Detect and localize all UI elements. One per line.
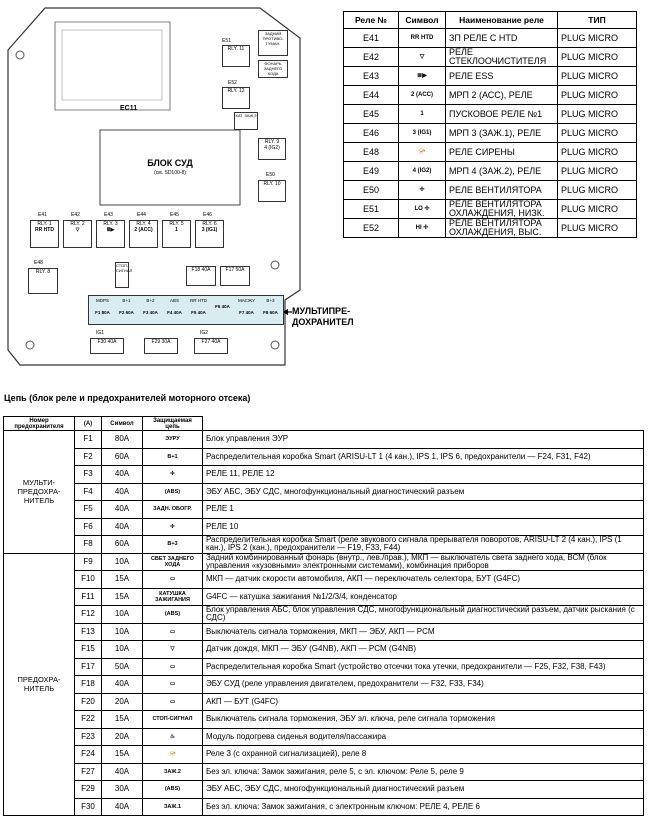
fuse-table-row xyxy=(4,798,644,816)
fuse-table-row xyxy=(4,763,644,781)
fuse-symbol: ▽ xyxy=(143,641,203,659)
relay-id: E52 xyxy=(344,219,399,238)
fuse-amp: 15A xyxy=(102,711,143,729)
fuse-table-header xyxy=(4,417,644,431)
fuse-table-row xyxy=(4,676,644,694)
relay-type: PLUG MICRO xyxy=(558,143,637,162)
fuse-circuit: МКП — датчик скорости автомобиля, АКП — переключатель селектора, БУТ (G4FC) xyxy=(202,571,643,589)
fuse-amp: 10A xyxy=(102,606,143,624)
fuse-table-row xyxy=(4,658,644,676)
relay-symbol: 3 (IG1) xyxy=(399,124,446,143)
relay-col-type: ТИП xyxy=(558,12,637,29)
fuse-col-symbol: Символ xyxy=(102,417,143,431)
relay-table-row xyxy=(344,143,637,162)
relay-e49: RLY. 9 4 (IG2) xyxy=(258,138,286,160)
fuse-table-row xyxy=(4,466,644,484)
fuse-circuit: РЕЛЕ 1 xyxy=(202,501,643,519)
relay-name: РЕЛЕ ВЕНТИЛЯТОРА xyxy=(446,181,558,200)
fuse-amp: 60A xyxy=(102,536,143,554)
fuse-amp: 20A xyxy=(102,693,143,711)
fuse-circuit: G4FC — катушка зажигания №1/2/3/4, конденсатор xyxy=(202,588,643,606)
fuse-symbol: B+1 xyxy=(143,448,203,466)
ec11-label: EC11 xyxy=(120,105,138,112)
fuse-amp: 15A xyxy=(102,588,143,606)
relay-row-box: RLY. 4 2 (ACC) xyxy=(129,220,158,248)
fuse-circuit: РЕЛЕ 11, РЕЛЕ 12 xyxy=(202,466,643,484)
relay-symbol: ≣▶ xyxy=(399,67,446,86)
fuse-id: F12 xyxy=(75,606,102,624)
fuse-amp: 50A xyxy=(102,658,143,676)
fuse-table-row xyxy=(4,431,644,449)
fuse-table-title: Цепь (блок реле и предохранителей моторного отсека) xyxy=(4,393,251,403)
relay-type: PLUG MICRO xyxy=(558,48,637,67)
fuse-table-row xyxy=(4,448,644,466)
fuse-circuit: Выключатель сигнала торможения, ЭБУ эл. ключа, реле сигнала торможения xyxy=(202,711,643,729)
relay-id: E44 xyxy=(344,86,399,105)
fuse-id: F22 xyxy=(75,711,102,729)
ecu-block-sub: (см. SD100-8) xyxy=(154,170,186,176)
fuse-circuit: Без эл. ключа: Замок зажигания, реле 5, с эл. ключом: Реле 5, реле 9 xyxy=(202,763,643,781)
fuse-table-row xyxy=(4,641,644,659)
fuse-table-row xyxy=(4,553,644,571)
fuse-id: F29 xyxy=(75,781,102,799)
multi-fuse: B+3 F8 60A xyxy=(263,298,278,315)
relay-col-number: Реле № xyxy=(344,12,399,29)
relay-table-row xyxy=(344,86,637,105)
relay-row-box: RLY. 1 RR HTD xyxy=(30,220,59,248)
relay-table-row xyxy=(344,162,637,181)
relay-type: PLUG MICRO xyxy=(558,105,637,124)
fuse-id: F30 xyxy=(75,798,102,816)
relay-id: E45 xyxy=(344,105,399,124)
fuse-amp: 10A xyxy=(102,641,143,659)
relay-e52: RLY. 12 xyxy=(222,87,250,109)
fuse-id: F8 xyxy=(75,536,102,554)
relay-id: E50 xyxy=(344,181,399,200)
relay-id: E49 xyxy=(344,162,399,181)
ig2-label: IG2 xyxy=(200,330,209,336)
fuse-table-row xyxy=(4,746,644,764)
fuse-f27: F27 40A xyxy=(194,338,228,354)
relay-symbol: 1 xyxy=(399,105,446,124)
relay-table-row xyxy=(344,48,637,67)
relay-type: PLUG MICRO xyxy=(558,67,637,86)
fuse-f30: F30 40A xyxy=(90,338,124,354)
fuse-symbol: СТОП-СИГНАЛ xyxy=(143,711,203,729)
relay-name: РЕЛЕ ВЕНТИЛЯТОРА ОХЛАЖДЕНИЯ, НИЗК. xyxy=(446,200,558,219)
fuse-symbol: ▭ xyxy=(143,623,203,641)
fuse-id: F11 xyxy=(75,588,102,606)
e52-label: E52 xyxy=(228,80,237,86)
fuse-f18: F18 40A xyxy=(186,266,216,286)
fuse-table-row xyxy=(4,536,644,554)
relay-table-row xyxy=(344,219,637,238)
fuse-table-row xyxy=(4,571,644,589)
fuse-circuit: ЭБУ СУД (реле управления двигателем, предохранители — F32, F33, F34) xyxy=(202,676,643,694)
fuse-table xyxy=(3,416,644,816)
fuse-circuit: РЕЛЕ 10 xyxy=(202,518,643,536)
relay-name: ЗП РЕЛЕ С HTD xyxy=(446,29,558,48)
relay-type: PLUG MICRO xyxy=(558,29,637,48)
fuse-id: F6 xyxy=(75,518,102,536)
fuse-box-diagram xyxy=(0,0,340,370)
relay-row-box: RLY. 2 ▽ xyxy=(63,220,92,248)
fuse-col-number: Номер предохранителя xyxy=(4,417,75,431)
relay-row-label: E42 xyxy=(71,212,80,218)
fuse-id: F15 xyxy=(75,641,102,659)
relay-name: РЕЛЕ СИРЕНЫ xyxy=(446,143,558,162)
fuse-symbol: ▭ xyxy=(143,676,203,694)
relay-symbol: HI ✢ xyxy=(399,219,446,238)
fuse-symbol: КАТУШКА ЗАЖИГАНИЯ xyxy=(143,588,203,606)
fuse-symbol: ▭ xyxy=(143,658,203,676)
relay-row-label: E44 xyxy=(137,212,146,218)
relay-id: E48 xyxy=(344,143,399,162)
relay-symbol: LO ✢ xyxy=(399,200,446,219)
fuse-circuit: Датчик дождя, МКП — ЭБУ (G4NB), АКП — PCM (G4NB) xyxy=(202,641,643,659)
relay-type: PLUG MICRO xyxy=(558,200,637,219)
fuse-circuit: Распределительная коробка Smart (реле звукового сигнала прерывателя поворотов, ARISU-LT 2 (4 кан.), IPS (1 кан.), IPS 2 (кан.), предохранители — F19, F33, F44) xyxy=(202,536,643,554)
fuse-circuit: Распределительная коробка Smart (ARISU-LT 1 (4 кан.), IPS 1, IPS 6, предохранители — F24, F31, F42) xyxy=(202,448,643,466)
relay-col-symbol: Символ xyxy=(399,12,446,29)
relay-row-box: RLY. 5 1 xyxy=(162,220,191,248)
fuse-table-row xyxy=(4,781,644,799)
key-fuse: КАТ. ЗАЖ.3 xyxy=(234,112,258,130)
fuse-group-label: МУЛЬТИ- ПРЕДОХРА- НИТЕЛЬ xyxy=(4,431,75,554)
fuse-table-row xyxy=(4,483,644,501)
fuse-amp: 80A xyxy=(102,431,143,449)
fuse-amp: 40A xyxy=(102,676,143,694)
relay-name: МРП 4 (ЗАЖ.2), РЕЛЕ xyxy=(446,162,558,181)
relay-table-row xyxy=(344,105,637,124)
fuse-symbol: ЗАЖ.1 xyxy=(143,798,203,816)
fuse-amp: 40A xyxy=(102,763,143,781)
fuse-amp: 15A xyxy=(102,571,143,589)
fuse-circuit: Задний комбинированный фонарь (внутр., лев./прав.), МКП — выключатель света заднего хода, ВСМ (блок управления «кузовными» электронными системами), комбинация приборов xyxy=(202,553,643,571)
multi-fuse-block xyxy=(88,295,284,325)
fuse-id: F23 xyxy=(75,728,102,746)
fuse-id: F3 xyxy=(75,466,102,484)
fuse-table-row xyxy=(4,518,644,536)
relay-row-label: E41 xyxy=(38,212,47,218)
fuse-id: F17 xyxy=(75,658,102,676)
relay-symbol: 📯 xyxy=(399,143,446,162)
e51-label: E51 xyxy=(222,38,231,44)
relay-type: PLUG MICRO xyxy=(558,162,637,181)
e48-label: E48 xyxy=(34,260,43,266)
fuse-col-amp: (A) xyxy=(75,417,102,431)
multi-fuse: MDPS F1 80A xyxy=(95,298,110,315)
fuse-id: F4 xyxy=(75,483,102,501)
fuse-id: F18 xyxy=(75,676,102,694)
fuse-id: F5 xyxy=(75,501,102,519)
e50-label: E50 xyxy=(266,172,275,178)
relay-e50: RLY. 10 xyxy=(258,180,286,202)
fuse-id: F27 xyxy=(75,763,102,781)
relay-symbol: ▽ xyxy=(399,48,446,67)
relay-row-label: E45 xyxy=(170,212,179,218)
multi-fuse: МАСЖУ F7 40A xyxy=(237,298,255,315)
fuse-amp: 40A xyxy=(102,501,143,519)
fuse-id: F13 xyxy=(75,623,102,641)
fuse-circuit: Блок управления ЭУР xyxy=(202,431,643,449)
fuse-table-row xyxy=(4,693,644,711)
relay-e48: RLY. 8 xyxy=(28,268,58,294)
relay-name: МРП 2 (АСС), РЕЛЕ xyxy=(446,86,558,105)
fuse-symbol: ▭ xyxy=(143,693,203,711)
ig1-label: IG1 xyxy=(96,330,105,336)
relay-type: PLUG MICRO xyxy=(558,124,637,143)
fuse-id: F24 xyxy=(75,746,102,764)
fuse-symbol: ♨ xyxy=(143,728,203,746)
fuse-symbol: 📯 xyxy=(143,746,203,764)
relay-col-name: Наименование реле xyxy=(446,12,558,29)
fog-fuse: ФОНАРЬ ЗАДНЕГО ХОДА xyxy=(258,60,288,78)
relay-table-row xyxy=(344,181,637,200)
fuse-table-row xyxy=(4,711,644,729)
fuse-table-row xyxy=(4,501,644,519)
fuse-id: F20 xyxy=(75,693,102,711)
relay-row-box: RLY. 3 ≣▶ xyxy=(96,220,125,248)
fuse-symbol: (ABS) xyxy=(143,483,203,501)
fuse-circuit: Реле 3 (с охранной сигнализацией), реле 8 xyxy=(202,746,643,764)
fuse-amp: 40A xyxy=(102,798,143,816)
relay-type: PLUG MICRO xyxy=(558,86,637,105)
relay-id: E46 xyxy=(344,124,399,143)
fuse-symbol: ✢ xyxy=(143,518,203,536)
multi-fuse: B+1 F2 60A xyxy=(119,298,134,315)
relay-table-row xyxy=(344,124,637,143)
relay-id: E41 xyxy=(344,29,399,48)
multi-fuse: RR HTD F5 40A xyxy=(190,298,207,315)
relay-table-header xyxy=(344,12,637,29)
relay-symbol: 4 (IG2) xyxy=(399,162,446,181)
multi-fuse: B+2 F3 40A xyxy=(143,298,158,315)
relay-row-box: RLY. 6 3 (IG1) xyxy=(195,220,224,248)
fuse-symbol: ЗАЖ.2 xyxy=(143,763,203,781)
fuse-amp: 10A xyxy=(102,623,143,641)
multi-fuse-callout: МУЛЬТИПРЕ- ДОХРАНИТЕЛ xyxy=(292,306,354,327)
fuse-circuit: Блок управления АБС, блок управления СДС, многофункциональный диагностический разъем, датчик рыскания (с СДС) xyxy=(202,606,643,624)
tail-lamp-fuse: ЗАДНИЙ ПРОТИВО-ТУМАН. xyxy=(258,30,288,56)
relay-id: E42 xyxy=(344,48,399,67)
relay-name: ПУСКОВОЕ РЕЛЕ №1 xyxy=(446,105,558,124)
fuse-circuit: Без эл. ключа: Замок зажигания, с электронным ключом: РЕЛЕ 4, РЕЛЕ 6 xyxy=(202,798,643,816)
fuse-symbol: ✢ xyxy=(143,466,203,484)
ecu-block-label: БЛОК СУД xyxy=(147,158,193,168)
fuse-symbol: СВЕТ ЗАДНЕГО ХОДА xyxy=(143,553,203,571)
fuse-group-label: ПРЕДОХРА- НИТЕЛЬ xyxy=(4,553,75,816)
relay-name: РЕЛЕ ВЕНТИЛЯТОРА ОХЛАЖДЕНИЯ, ВЫС. xyxy=(446,219,558,238)
fuse-amp: 15A xyxy=(102,746,143,764)
fuse-symbol: ЗАДН. ОБОГР. xyxy=(143,501,203,519)
fuse-id: F1 xyxy=(75,431,102,449)
relay-name: РЕЛЕ ESS xyxy=(446,67,558,86)
fuse-table-row xyxy=(4,606,644,624)
fuse-amp: 40A xyxy=(102,483,143,501)
relay-symbol: 2 (ACC) xyxy=(399,86,446,105)
fuse-symbol: (ABS) xyxy=(143,781,203,799)
relay-symbol: RR HTD xyxy=(399,29,446,48)
fuse-table-row xyxy=(4,728,644,746)
fuse-circuit: Модуль подогрева сиденья водителя/пассажира xyxy=(202,728,643,746)
relay-e51: RLY. 11 xyxy=(222,45,250,67)
stop-lamp-fuse: СТОП-СИГНАЛ xyxy=(115,262,129,288)
relay-table-row xyxy=(344,200,637,219)
relay-id: E43 xyxy=(344,67,399,86)
relay-type: PLUG MICRO xyxy=(558,219,637,238)
fuse-id: F9 xyxy=(75,553,102,571)
fuse-table-row xyxy=(4,588,644,606)
fuse-f29: F29 30A xyxy=(144,338,178,354)
relay-table-row xyxy=(344,29,637,48)
fuse-symbol: ЭУРУ xyxy=(143,431,203,449)
fuse-amp: 40A xyxy=(102,518,143,536)
relay-id: E51 xyxy=(344,200,399,219)
relay-type: PLUG MICRO xyxy=(558,181,637,200)
relay-name: РЕЛЕ СТЕКЛООЧИСТИТЕЛЯ xyxy=(446,48,558,67)
fuse-amp: 40A xyxy=(102,466,143,484)
relay-name: МРП 3 (ЗАЖ.1), РЕЛЕ xyxy=(446,124,558,143)
fuse-circuit: Распределительная коробка Smart (устройство отсечки тока утечки, предохранители — F25, F32, F38, F43) xyxy=(202,658,643,676)
relay-table-row xyxy=(344,67,637,86)
relay-table xyxy=(343,11,637,238)
relay-row-label: E43 xyxy=(104,212,113,218)
fuse-table-row xyxy=(4,623,644,641)
fuse-amp: 10A xyxy=(102,553,143,571)
multi-fuse: ABS F4 40A xyxy=(167,298,182,315)
fuse-id: F2 xyxy=(75,448,102,466)
fuse-amp: 30A xyxy=(102,781,143,799)
fuse-f17: F17 50A xyxy=(220,266,250,286)
fuse-id: F10 xyxy=(75,571,102,589)
fuse-amp: 20A xyxy=(102,728,143,746)
fuse-symbol: (ABS) xyxy=(143,606,203,624)
fuse-amp: 60A xyxy=(102,448,143,466)
fuse-circuit: АКП — БУТ (G4FC) xyxy=(202,693,643,711)
relay-row-label: E46 xyxy=(203,212,212,218)
fuse-col-circuit: Защищаемая цепь xyxy=(143,417,203,431)
fuse-circuit: ЭБУ АБС, ЭБУ СДС, многофункциональный диагностический разъем xyxy=(202,483,643,501)
multi-fuse: F6 40A xyxy=(215,304,230,309)
fuse-circuit: ЭБУ АБС, ЭБУ СДС, многофункциональный диагностический разъем xyxy=(202,781,643,799)
fuse-circuit: Выключатель сигнала торможения, МКП — ЭБУ, АКП — PCM xyxy=(202,623,643,641)
relay-symbol: ✢ xyxy=(399,181,446,200)
fuse-symbol: ▭ xyxy=(143,571,203,589)
fuse-symbol: B+3 xyxy=(143,536,203,554)
